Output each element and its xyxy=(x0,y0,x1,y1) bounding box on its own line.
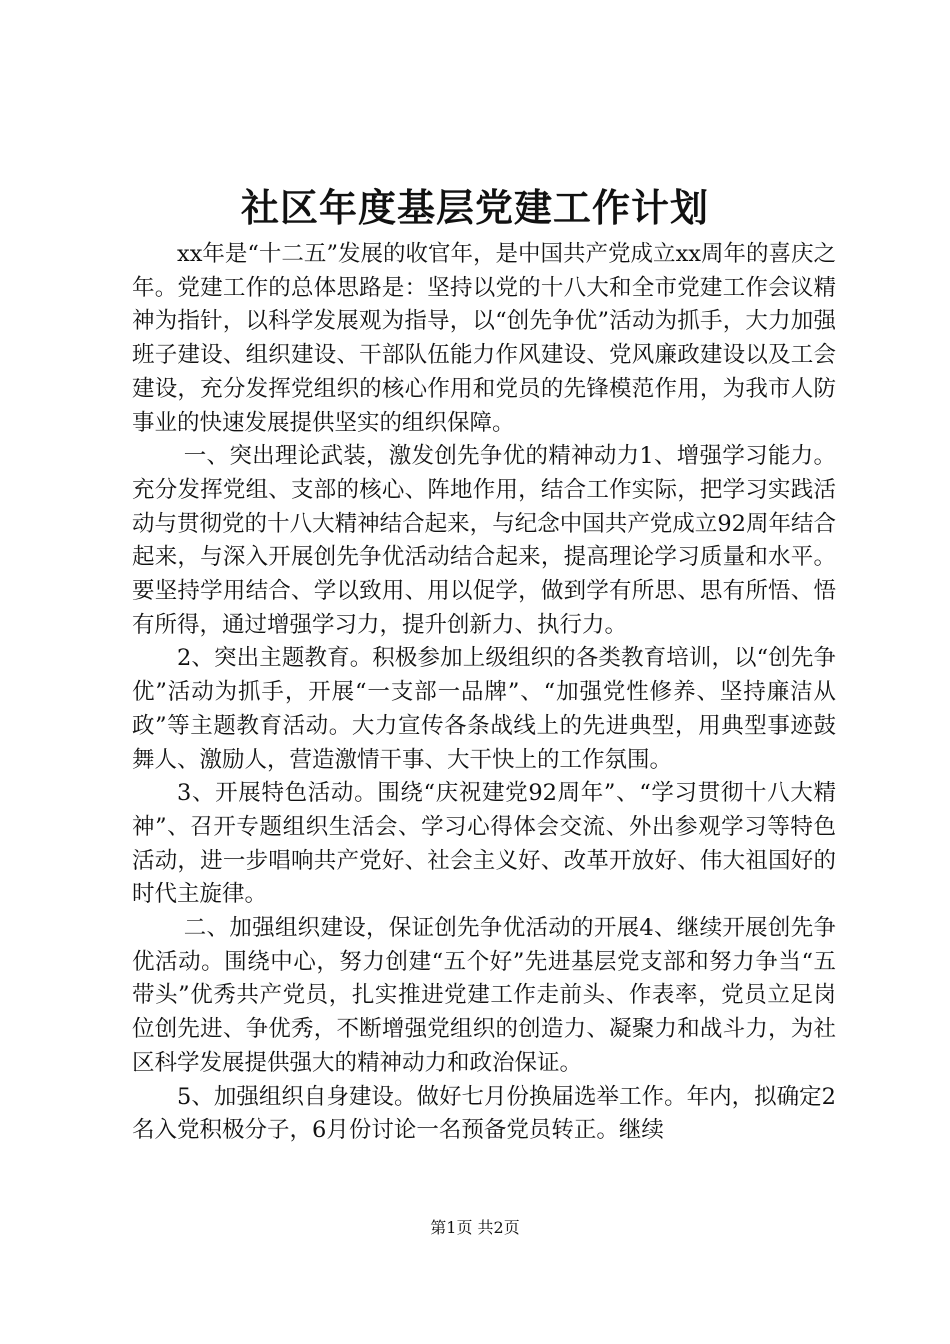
paragraph-intro: xx年是“十二五”发展的收官年，是中国共产党成立xx周年的喜庆之年。党建工作的总体思路是：坚持以党的十八大和全市党建工作会议精神为指针，以科学发展观为指导，以“创先争优”活动为抓手，大力加强班子建设、组织建设、干部队伍能力作风建设、党风廉政建设以及工会建设，充分发挥党组织的核心作用和党员的先锋模范作用，为我市人防事业的快速发展提供坚实的组织保障。 xyxy=(132,241,836,436)
paragraph-item-5: 5、加强组织自身建设。做好七月份换届选举工作。年内，拟确定2名入党积极分子，6月份讨论一名预备党员转正。继续 xyxy=(132,1083,836,1144)
paragraph-item-3: 3、开展特色活动。围绕“庆祝建党92周年”、“学习贯彻十八大精神”、召开专题组织生活会、学习心得体会交流、外出参观学习等特色活动，进一步唱响共产党好、社会主义好、改革开放好、伟大祖国好的时代主旋律。 xyxy=(132,780,836,908)
paragraph-item-2: 2、突出主题教育。积极参加上级组织的各类教育培训，以“创先争优”活动为抓手，开展“一支部一品牌”、“加强党性修养、坚持廉洁从政”等主题教育活动。大力宣传各条战线上的先进典型，用典型事迹鼓舞人、激励人，营造激情干事、大干快上的工作氛围。 xyxy=(132,645,836,773)
paragraph-section-2: 二、加强组织建设，保证创先争优活动的开展4、继续开展创先争优活动。围绕中心，努力创建“五个好”先进基层党支部和努力争当“五带头”优秀共产党员，扎实推进党建工作走前头、作表率，党员立足岗位创先进、争优秀，不断增强党组织的创造力、凝聚力和战斗力，为社区科学发展提供强大的精神动力和政治保证。 xyxy=(132,915,836,1076)
page-number: 第1页 共2页 xyxy=(430,1218,520,1237)
document-title: 社区年度基层党建工作计划 xyxy=(240,185,709,230)
paragraph-section-1: 一、突出理论武装，激发创先争优的精神动力1、增强学习能力。充分发挥党组、支部的核心、阵地作用，结合工作实际，把学习实践活动与贯彻党的十八大精神结合起来，与纪念中国共产党成立92周年结合起来，与深入开展创先争优活动结合起来，提高理论学习质量和水平。要坚持学用结合、学以致用、用以促学，做到学有所思、思有所悟、悟有所得，通过增强学习力，提升创新力、执行力。 xyxy=(132,443,836,638)
document-body xyxy=(132,238,836,1148)
